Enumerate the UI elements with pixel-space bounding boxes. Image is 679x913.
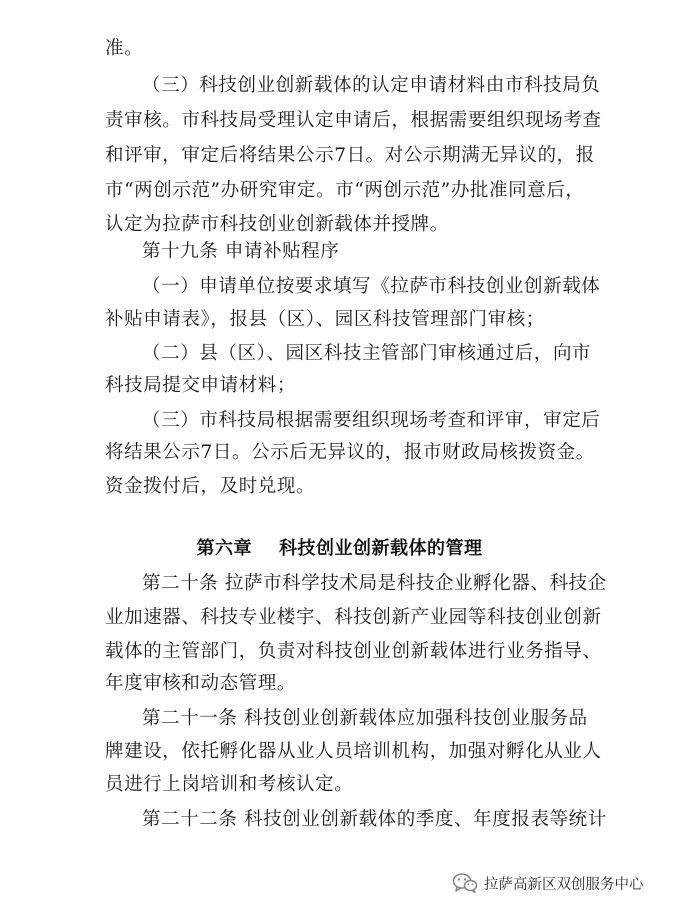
paragraph-line: 科技局提交申请材料； — [105, 375, 297, 396]
paragraph-line: 和评审，审定后将结果公示7日。对公示期满无异议的，报 — [105, 145, 595, 166]
paragraph-line: （一）申请单位按要求填写《拉萨市科技创业创新载体 — [142, 276, 601, 297]
paragraph-line: 年度审核和动态管理。 — [105, 673, 297, 694]
chapter-heading: 第六章 科技创业创新载体的管理 — [196, 538, 483, 559]
source-watermark — [452, 870, 644, 896]
paragraph-line: （二）县（区）、园区科技主管部门审核通过后，向市 — [142, 343, 592, 364]
paragraph-line: 第二十条 拉萨市科学技术局是科技企业孵化器、科技企 — [142, 573, 607, 594]
paragraph-line: 补贴申请表》，报县（区）、园区科技管理部门审核； — [105, 309, 545, 330]
paragraph-line: 第二十一条 科技创业创新载体应加强科技创业服务品 — [142, 708, 588, 729]
paragraph-line: （三）科技创业创新载体的认定申请材料由市科技局负 — [142, 75, 601, 96]
paragraph-line: 员进行上岗培训和考核认定。 — [105, 774, 354, 795]
paragraph-line: 将结果公示7日。公示后无异议的，报市财政局核拨资金。 — [105, 442, 595, 463]
paragraph-line: 市“两创示范”办研究审定。市“两创示范”办批准同意后， — [105, 180, 585, 201]
paragraph-line: 准。 — [105, 38, 144, 59]
paragraph-line: 载体的主管部门，负责对科技创业创新载体进行业务指导、 — [105, 641, 602, 662]
paragraph-line: 牌建设，依托孵化器从业人员培训机构，加强对孵化从业人 — [105, 741, 602, 762]
paragraph-line: 资金拨付后，及时兑现。 — [105, 476, 316, 497]
watermark-text: 拉萨高新区双创服务中心 — [484, 876, 644, 893]
paragraph-line: 业加速器、科技专业楼宇、科技创新产业园等科技创业创新 — [105, 607, 602, 628]
wechat-icon — [452, 872, 478, 894]
paragraph-line: （三）市科技局根据需要组织现场考查和评审，审定后 — [142, 410, 601, 431]
paragraph-line: 认定为拉萨市科技创业创新载体并授牌。 — [105, 214, 449, 235]
article-title: 第十九条 申请补贴程序 — [142, 241, 340, 262]
paragraph-line: 第二十二条 科技创业创新载体的季度、年度报表等统计 — [142, 809, 607, 830]
paragraph-line: 责审核。市科技局受理认定申请后，根据需要组织现场考查 — [105, 110, 602, 131]
